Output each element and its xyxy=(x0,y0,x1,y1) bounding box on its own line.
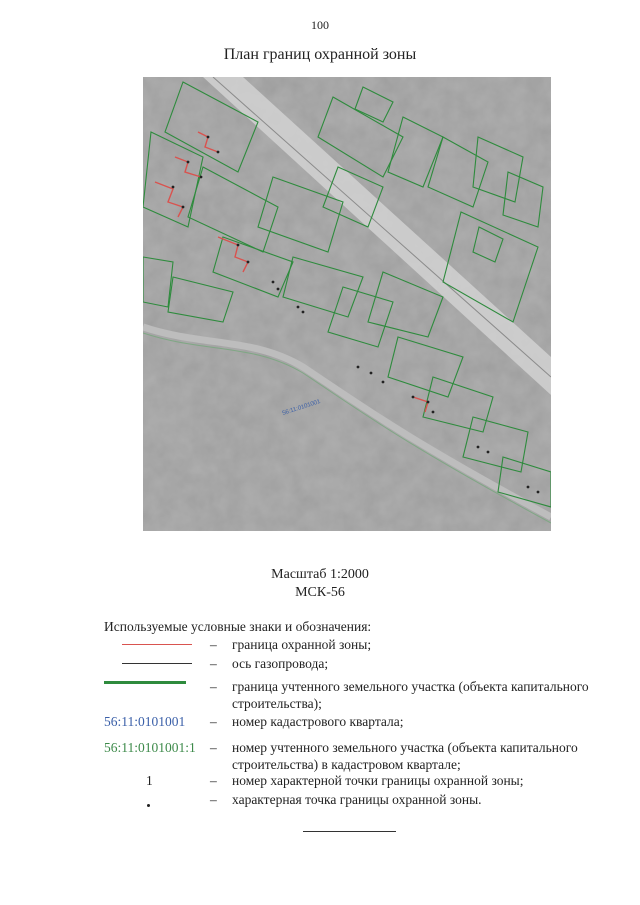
green-line-symbol xyxy=(104,678,194,695)
legend-dash: – xyxy=(210,714,217,729)
legend-text: граница охранной зоны; xyxy=(232,637,372,652)
legend-dash: – xyxy=(210,656,217,671)
map-quarter-label: 56:11:0101001 xyxy=(281,398,322,417)
parcel-number-symbol: 56:11:0101001:1 xyxy=(104,740,196,755)
scale-block xyxy=(0,566,640,602)
legend-dash: – xyxy=(210,679,217,694)
black-line-symbol xyxy=(104,655,194,672)
page-number: 100 xyxy=(311,18,329,32)
legend-dash: – xyxy=(210,740,217,755)
point-dot-symbol xyxy=(104,791,194,808)
legend-text: ось газопровода; xyxy=(232,656,329,671)
quarter-number-symbol: 56:11:0101001 xyxy=(104,714,186,729)
legend-dash: – xyxy=(210,792,217,807)
legend-text: номер кадастрового квартала; xyxy=(232,714,404,729)
page-title: План границ охранной зоны xyxy=(223,46,417,63)
legend-text: характерная точка границы охранной зоны. xyxy=(232,792,482,807)
scale-text: Масштаб 1:2000 xyxy=(271,567,369,582)
crs-text: МСК-56 xyxy=(295,585,345,600)
point-number-symbol: 1 xyxy=(146,773,153,788)
legend-title: Используемые условные знаки и обозначения: xyxy=(104,619,372,634)
aerial-map xyxy=(143,77,551,531)
red-line-symbol xyxy=(104,636,194,653)
footer-divider xyxy=(303,831,396,832)
legend-text: номер учтенного земельного участка (объекта капитального строительства) в кадастровом квартале; xyxy=(232,740,578,772)
map-svg xyxy=(143,77,551,531)
legend-text: граница учтенного земельного участка (объекта капитального строительства); xyxy=(232,679,589,711)
legend-text: номер характерной точки границы охранной зоны; xyxy=(232,773,524,788)
legend-dash: – xyxy=(210,637,217,652)
legend-dash: – xyxy=(210,773,217,788)
